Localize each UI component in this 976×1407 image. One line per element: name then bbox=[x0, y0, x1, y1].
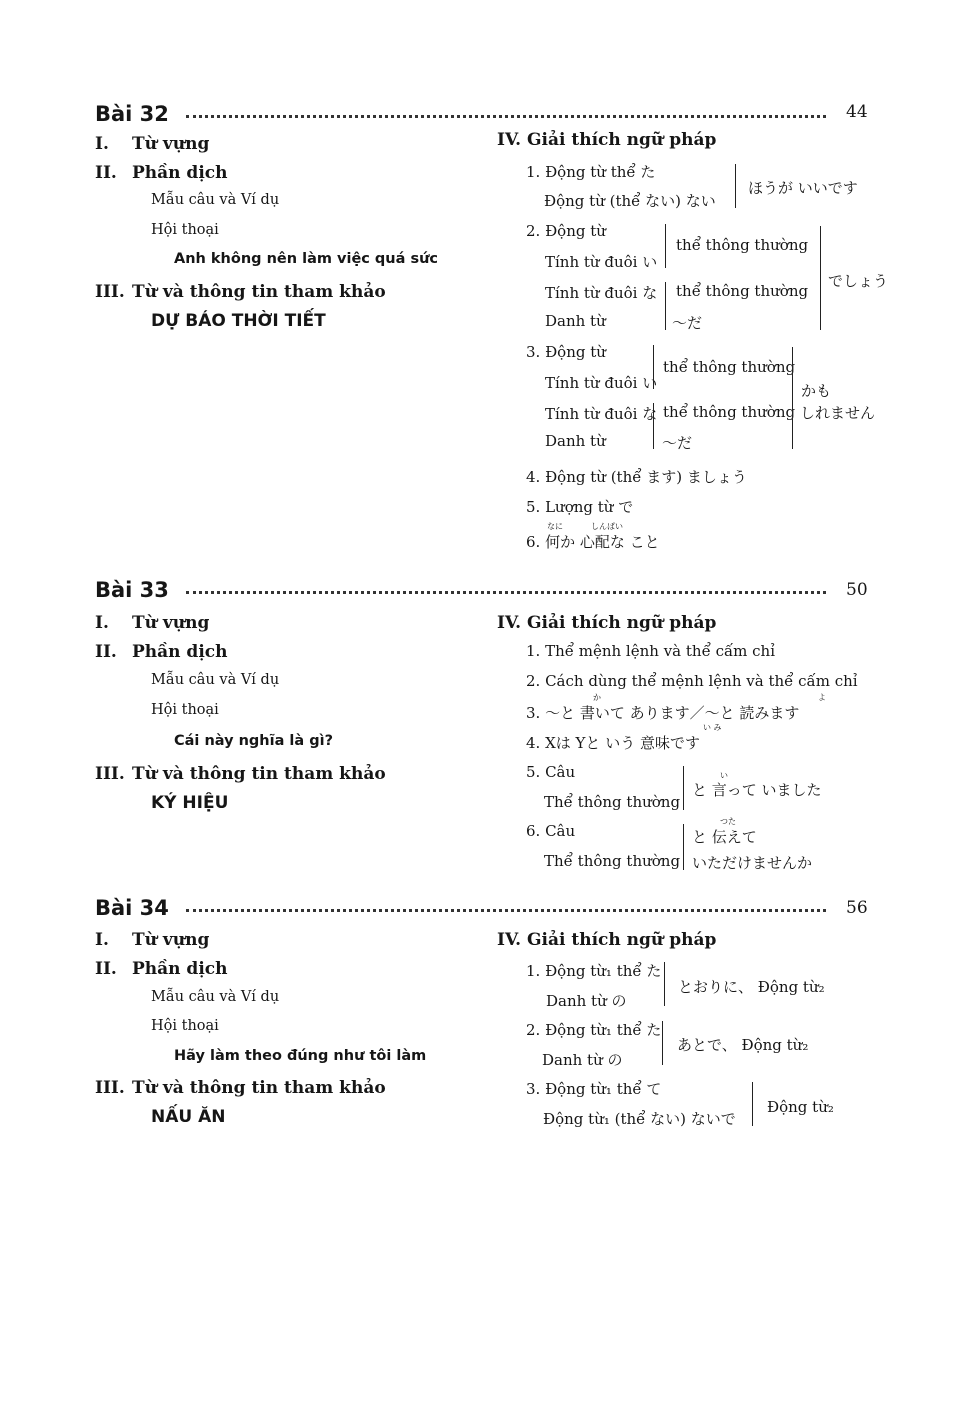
grammar-heading: IV. Giải thích ngữ pháp bbox=[497, 930, 717, 950]
grammar-3: 3. ～と 書いて あります／～と 読みます bbox=[526, 704, 800, 722]
grammar-6-result-1: と 伝えて bbox=[692, 828, 757, 846]
grammar-1-line-a: 1. Động từ₁ thể た bbox=[526, 962, 662, 980]
grammar-2-line-d: Danh từ bbox=[545, 312, 606, 330]
ruby-tsuta: つた bbox=[720, 817, 736, 826]
grammar-3-line-b: Tính từ đuôi い bbox=[545, 374, 658, 392]
grammar-heading: IV. Giải thích ngữ pháp bbox=[497, 613, 717, 633]
grammar-2-mid-2: thể thông thường bbox=[676, 282, 809, 300]
leader-dots bbox=[186, 909, 826, 912]
grammar-3-line-d: Danh từ bbox=[545, 432, 606, 450]
grammar-3-result-1: かも bbox=[801, 382, 832, 400]
leader-dots bbox=[186, 115, 826, 118]
conversation-title: Cái này nghĩa là gì? bbox=[174, 733, 333, 749]
grammar-2: 2. Cách dùng thể mệnh lệnh và thể cấm chỉ bbox=[526, 672, 858, 690]
grammar-1-line-a: 1. Động từ thể た bbox=[526, 163, 656, 181]
section-iii-label: Từ và thông tin tham khảo bbox=[132, 764, 386, 784]
brace bbox=[792, 347, 793, 449]
lesson-title: Bài 32 bbox=[95, 102, 169, 126]
grammar-2-line-a: 2. Động từ bbox=[526, 222, 606, 240]
section-iii-num: III. bbox=[95, 282, 125, 302]
brace bbox=[820, 226, 821, 330]
grammar-6-line-a: 6. Câu bbox=[526, 822, 576, 840]
section-iii-label: Từ và thông tin tham khảo bbox=[132, 282, 386, 302]
grammar-2-line-b: Danh từ の bbox=[542, 1051, 623, 1069]
grammar-3-line-b: Động từ₁ (thể ない) ないで bbox=[543, 1110, 736, 1128]
grammar-3-result: Động từ₂ bbox=[767, 1098, 834, 1116]
section-ii-num: II. bbox=[95, 163, 117, 183]
section-iii-num: III. bbox=[95, 1078, 125, 1098]
grammar-2-line-c: Tính từ đuôi な bbox=[545, 284, 658, 302]
grammar-5: 5. Lượng từ で bbox=[526, 498, 634, 516]
ruby-nani: なに bbox=[547, 522, 563, 531]
ruby-yo: よ bbox=[818, 693, 826, 702]
grammar-4: 4. Động từ (thể ます) ましょう bbox=[526, 468, 747, 486]
grammar-2-mid-3: ～だ bbox=[672, 314, 703, 332]
page-number: 50 bbox=[846, 580, 868, 600]
sub-conversation: Hội thoại bbox=[151, 222, 219, 238]
grammar-4: 4. Xは Yと いう 意味です bbox=[526, 734, 700, 752]
section-i-num: I. bbox=[95, 930, 109, 950]
grammar-6: 6. 何か 心配な こと bbox=[526, 533, 660, 551]
sub-examples: Mẫu câu và Ví dụ bbox=[151, 192, 280, 208]
brace bbox=[752, 1082, 753, 1126]
sub-conversation: Hội thoại bbox=[151, 1018, 219, 1034]
brace bbox=[653, 345, 654, 389]
grammar-2-mid-1: thể thông thường bbox=[676, 236, 809, 254]
section-ii-label: Phần dịch bbox=[132, 959, 228, 979]
section-ii-num: II. bbox=[95, 642, 117, 662]
grammar-1-line-b: Động từ (thể ない) ない bbox=[544, 192, 716, 210]
grammar-3-line-c: Tính từ đuôi な bbox=[545, 405, 658, 423]
reference-topic: NẤU ĂN bbox=[151, 1107, 226, 1127]
section-i-num: I. bbox=[95, 613, 109, 633]
grammar-1-result: ほうが いいです bbox=[748, 179, 858, 197]
conversation-title: Hãy làm theo đúng như tôi làm bbox=[174, 1048, 427, 1064]
brace bbox=[653, 403, 654, 449]
grammar-2-result: あとで、 Động từ₂ bbox=[677, 1036, 809, 1054]
brace bbox=[665, 224, 666, 268]
section-i-label: Từ vựng bbox=[132, 613, 210, 633]
brace bbox=[683, 824, 684, 870]
section-ii-label: Phần dịch bbox=[132, 163, 228, 183]
grammar-heading: IV. Giải thích ngữ pháp bbox=[497, 130, 717, 150]
grammar-5-line-b: Thể thông thường bbox=[544, 793, 681, 811]
brace bbox=[665, 282, 666, 330]
grammar-3-mid-2: thể thông thường bbox=[663, 403, 796, 421]
grammar-5-result: と 言って いました bbox=[692, 781, 822, 799]
section-iii-num: III. bbox=[95, 764, 125, 784]
section-iii-label: Từ và thông tin tham khảo bbox=[132, 1078, 386, 1098]
brace bbox=[735, 164, 736, 208]
reference-topic: DỰ BÁO THỜI TIẾT bbox=[151, 311, 326, 331]
grammar-3-mid-1: thể thông thường bbox=[663, 358, 796, 376]
grammar-2-result: でしょう bbox=[828, 272, 889, 290]
page-number: 44 bbox=[846, 102, 868, 122]
section-ii-label: Phần dịch bbox=[132, 642, 228, 662]
sub-examples: Mẫu câu và Ví dụ bbox=[151, 672, 280, 688]
reference-topic: KÝ HIỆU bbox=[151, 793, 229, 813]
section-i-num: I. bbox=[95, 134, 109, 154]
grammar-2-line-b: Tính từ đuôi い bbox=[545, 253, 658, 271]
ruby-ka: か bbox=[593, 693, 601, 702]
section-i-label: Từ vựng bbox=[132, 930, 210, 950]
grammar-3-mid-3: ～だ bbox=[662, 434, 693, 452]
brace bbox=[664, 962, 665, 1006]
section-ii-num: II. bbox=[95, 959, 117, 979]
grammar-1: 1. Thể mệnh lệnh và thể cấm chỉ bbox=[526, 642, 776, 660]
ruby-imi: い み bbox=[703, 723, 722, 732]
page-number: 56 bbox=[846, 898, 868, 918]
sub-conversation: Hội thoại bbox=[151, 702, 219, 718]
grammar-1-line-b: Danh từ の bbox=[546, 992, 627, 1010]
leader-dots bbox=[186, 591, 826, 594]
grammar-6-line-b: Thể thông thường bbox=[544, 852, 681, 870]
grammar-3-line-a: 3. Động từ₁ thể て bbox=[526, 1080, 662, 1098]
grammar-1-result: とおりに、 Động từ₂ bbox=[678, 978, 825, 996]
brace bbox=[662, 1021, 663, 1065]
ruby-i: い bbox=[720, 771, 728, 780]
section-i-label: Từ vựng bbox=[132, 134, 210, 154]
lesson-title: Bài 34 bbox=[95, 896, 169, 920]
lesson-title: Bài 33 bbox=[95, 578, 169, 602]
sub-examples: Mẫu câu và Ví dụ bbox=[151, 989, 280, 1005]
grammar-3-result-2: しれません bbox=[800, 404, 876, 422]
ruby-shinpai: しんぱい bbox=[591, 522, 623, 531]
grammar-5-line-a: 5. Câu bbox=[526, 763, 576, 781]
conversation-title: Anh không nên làm việc quá sức bbox=[174, 251, 439, 267]
brace bbox=[683, 766, 684, 810]
grammar-2-line-a: 2. Động từ₁ thể た bbox=[526, 1021, 662, 1039]
grammar-3-line-a: 3. Động từ bbox=[526, 343, 606, 361]
grammar-6-result-2: いただけませんか bbox=[692, 854, 813, 872]
